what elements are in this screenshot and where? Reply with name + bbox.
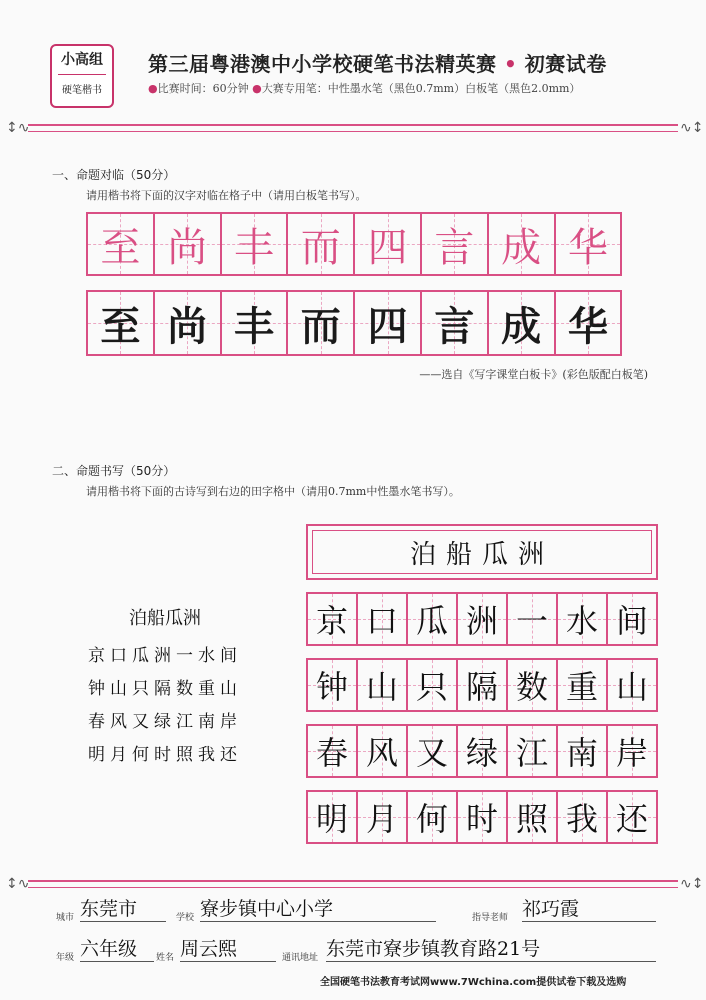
written-char-cell: 尚 bbox=[155, 292, 222, 354]
written-char-grid bbox=[86, 290, 622, 356]
school-label: 学校 bbox=[176, 913, 195, 923]
title-separator: • bbox=[503, 52, 518, 76]
written-char-cell: 言 bbox=[422, 292, 489, 354]
section2-heading: 二、命题书写（50分） bbox=[52, 464, 176, 478]
poem-grid-cell: 瓜 bbox=[408, 594, 458, 644]
badge-group-label: 小高组 bbox=[61, 52, 103, 68]
address-label: 通讯地址 bbox=[282, 953, 319, 963]
written-char-cell: 成 bbox=[489, 292, 556, 354]
poem-line: 钟山只隔数重山 bbox=[88, 679, 242, 699]
written-char-cell: 四 bbox=[355, 292, 422, 354]
badge-style-label: 硬笔楷书 bbox=[62, 85, 102, 96]
swirl-ornament-icon: ↕∿ bbox=[6, 876, 30, 892]
poem-grid-cell: 还 bbox=[608, 792, 658, 842]
header-divider bbox=[28, 124, 678, 132]
poem-line: 京口瓜洲一水间 bbox=[88, 646, 242, 666]
poem-grid-cell: 水 bbox=[558, 594, 608, 644]
poem-grid-cell: 山 bbox=[608, 660, 658, 710]
website-note: 全国硬笔书法教育考试网www.7Wchina.com提供试卷下载及选购 bbox=[320, 977, 627, 988]
poem-grid-cell: 岸 bbox=[608, 726, 658, 776]
school-field[interactable]: 寮步镇中心小学 bbox=[200, 894, 436, 922]
swirl-ornament-icon: ↕∿ bbox=[6, 120, 30, 136]
teacher-label: 指导老师 bbox=[472, 913, 509, 923]
model-char-cell: 而 bbox=[288, 214, 355, 274]
source-note: ——选自《写字课堂白板卡》(彩色版配白板笔) bbox=[419, 368, 648, 381]
poem-grid-cell: 照 bbox=[508, 792, 558, 842]
exam-title-main: 第三届粤港澳中小学校硬笔书法精英赛 bbox=[148, 52, 497, 76]
poem-grid-cell: 京 bbox=[308, 594, 358, 644]
poem-grid-cell: 隔 bbox=[458, 660, 508, 710]
poem-grid bbox=[306, 592, 658, 844]
poem-source bbox=[60, 604, 270, 772]
address-field[interactable]: 东莞市寮步镇教育路21号 bbox=[326, 934, 656, 962]
written-char-cell: 华 bbox=[556, 292, 623, 354]
poem-grid-cell: 春 bbox=[308, 726, 358, 776]
section2-instruction: 请用楷书将下面的古诗写到右边的田字格中（请用0.7mm中性墨水笔书写）。 bbox=[86, 485, 460, 498]
exam-title-tail: 初赛试卷 bbox=[524, 52, 607, 76]
poem-grid-cell: 江 bbox=[508, 726, 558, 776]
bullet-icon: ● bbox=[252, 82, 262, 95]
swirl-ornament-icon: ∿↕ bbox=[680, 120, 704, 136]
poem-grid-cell: 绿 bbox=[458, 726, 508, 776]
poem-grid-cell: 口 bbox=[358, 594, 408, 644]
poem-grid-cell: 又 bbox=[408, 726, 458, 776]
model-char-cell: 言 bbox=[422, 214, 489, 274]
poem-grid-cell: 钟 bbox=[308, 660, 358, 710]
poem-title-written: 泊船瓜洲 bbox=[312, 530, 652, 574]
bullet-icon: ● bbox=[148, 82, 158, 95]
grade-field[interactable]: 六年级 bbox=[80, 934, 154, 962]
poem-grid-cell: 山 bbox=[358, 660, 408, 710]
poem-grid-cell: 何 bbox=[408, 792, 458, 842]
teacher-field[interactable]: 祁巧霞 bbox=[522, 894, 656, 922]
poem-title-box bbox=[306, 524, 658, 580]
section1-instruction: 请用楷书将下面的汉字对临在格子中（请用白板笔书写）。 bbox=[86, 189, 367, 202]
exam-title bbox=[148, 48, 607, 77]
swirl-ornament-icon: ∿↕ bbox=[680, 876, 704, 892]
poem-grid-row bbox=[306, 658, 658, 712]
name-label: 姓名 bbox=[156, 953, 175, 963]
grade-label: 年级 bbox=[56, 953, 75, 963]
poem-grid-cell: 南 bbox=[558, 726, 608, 776]
footer-divider bbox=[28, 880, 678, 888]
city-field[interactable]: 东莞市 bbox=[80, 894, 166, 922]
group-badge bbox=[50, 44, 114, 108]
section1-heading: 一、命题对临（50分） bbox=[52, 168, 176, 182]
poem-grid-cell: 风 bbox=[358, 726, 408, 776]
poem-grid-row bbox=[306, 724, 658, 778]
model-char-cell: 成 bbox=[489, 214, 556, 274]
written-char-cell: 而 bbox=[288, 292, 355, 354]
poem-grid-row bbox=[306, 592, 658, 646]
city-label: 城市 bbox=[56, 913, 75, 923]
exam-info bbox=[148, 80, 580, 96]
written-char-cell: 至 bbox=[88, 292, 155, 354]
poem-grid-cell: 一 bbox=[508, 594, 558, 644]
poem-grid-cell: 间 bbox=[608, 594, 658, 644]
poem-grid-cell: 时 bbox=[458, 792, 508, 842]
model-char-cell: 丰 bbox=[222, 214, 289, 274]
poem-grid-cell: 只 bbox=[408, 660, 458, 710]
poem-line: 春风又绿江南岸 bbox=[88, 712, 242, 732]
badge-divider bbox=[58, 74, 106, 75]
poem-line: 明月何时照我还 bbox=[88, 745, 242, 765]
model-char-grid bbox=[86, 212, 622, 276]
poem-grid-cell: 重 bbox=[558, 660, 608, 710]
poem-grid-row bbox=[306, 790, 658, 844]
model-char-cell: 四 bbox=[355, 214, 422, 274]
model-char-cell: 至 bbox=[88, 214, 155, 274]
poem-grid-cell: 月 bbox=[358, 792, 408, 842]
exam-time: 比赛时间：60分钟 bbox=[157, 82, 249, 95]
poem-grid-cell: 我 bbox=[558, 792, 608, 842]
model-char-cell: 尚 bbox=[155, 214, 222, 274]
poem-grid-cell: 明 bbox=[308, 792, 358, 842]
written-char-cell: 丰 bbox=[222, 292, 289, 354]
name-field[interactable]: 周云熙 bbox=[180, 934, 276, 962]
poem-grid-cell: 数 bbox=[508, 660, 558, 710]
poem-title: 泊船瓜洲 bbox=[129, 608, 201, 629]
model-char-cell: 华 bbox=[556, 214, 623, 274]
poem-grid-cell: 洲 bbox=[458, 594, 508, 644]
exam-pen: 大赛专用笔：中性墨水笔（黑色0.7mm）白板笔（黑色2.0mm） bbox=[261, 82, 581, 95]
